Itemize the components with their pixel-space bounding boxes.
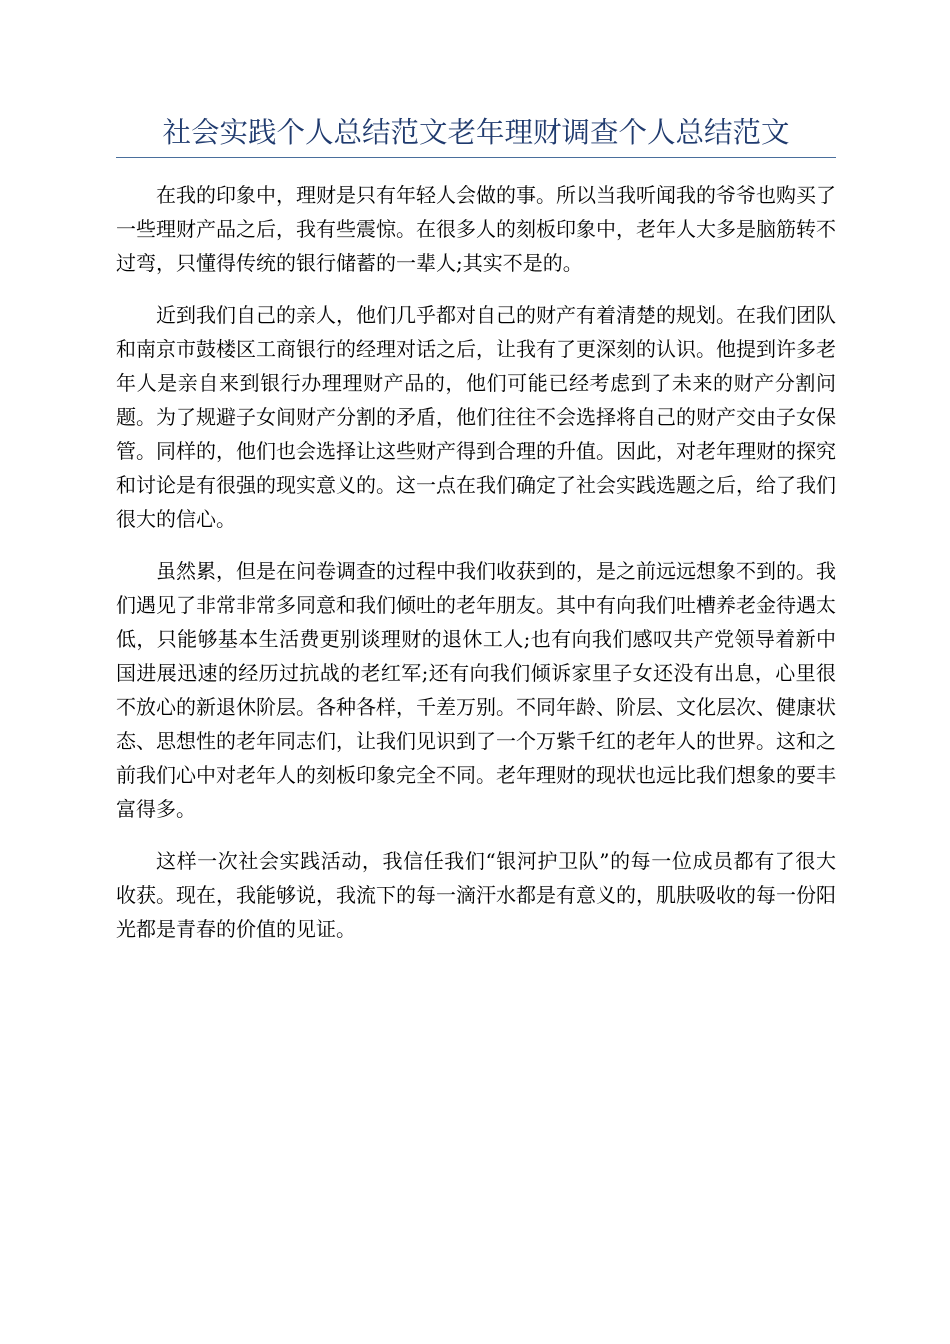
paragraph-3: 虽然累，但是在问卷调查的过程中我们收获到的，是之前远远想象不到的。我们遇见了非常非常多同意和我们倾吐的老年朋友。其中有向我们吐槽养老金待遇太低，只能够基本生活费更别谈理财的退休工人;也有向我们感叹共产党领导着新中国进展迅速的经历过抗战的老红军;还有向我们倾诉家里子女还没有出息，心里很不放心的新退休阶层。各种各样，千差万别。不同年龄、阶层、文化层次、健康状态、思想性的老年同志们，让我们见识到了一个万紫千红的老年人的世界。这和之前我们心中对老年人的刻板印象完全不同。老年理财的现状也远比我们想象的要丰富得多。 (116, 559, 836, 821)
paragraph-1: 在我的印象中，理财是只有年轻人会做的事。所以当我听闻我的爷爷也购买了一些理财产品之后，我有些震惊。在很多人的刻板印象中，老年人大多是脑筋转不过弯，只懂得传统的银行储蓄的一辈人;其实不是的。 (116, 183, 836, 275)
document-title: 社会实践个人总结范文老年理财调查个人总结范文 (116, 112, 836, 158)
paragraph-4: 这样一次社会实践活动，我信任我们“银河护卫队”的每一位成员都有了很大收获。现在，我能够说，我流下的每一滴汗水都是有意义的，肌肤吸收的每一份阳光都是青春的价值的见证。 (116, 849, 836, 941)
document-body (116, 178, 836, 946)
paragraph-2: 近到我们自己的亲人，他们几乎都对自己的财产有着清楚的规划。在我们团队和南京市鼓楼区工商银行的经理对话之后，让我有了更深刻的认识。他提到许多老年人是亲自来到银行办理理财产品的，他们可能已经考虑到了未来的财产分割问题。为了规避子女间财产分割的矛盾，他们往往不会选择将自己的财产交由子女保管。同样的，他们也会选择让这些财产得到合理的升值。因此，对老年理财的探究和讨论是有很强的现实意义的。这一点在我们确定了社会实践选题之后，给了我们很大的信心。 (116, 303, 836, 531)
document-page (116, 112, 836, 964)
